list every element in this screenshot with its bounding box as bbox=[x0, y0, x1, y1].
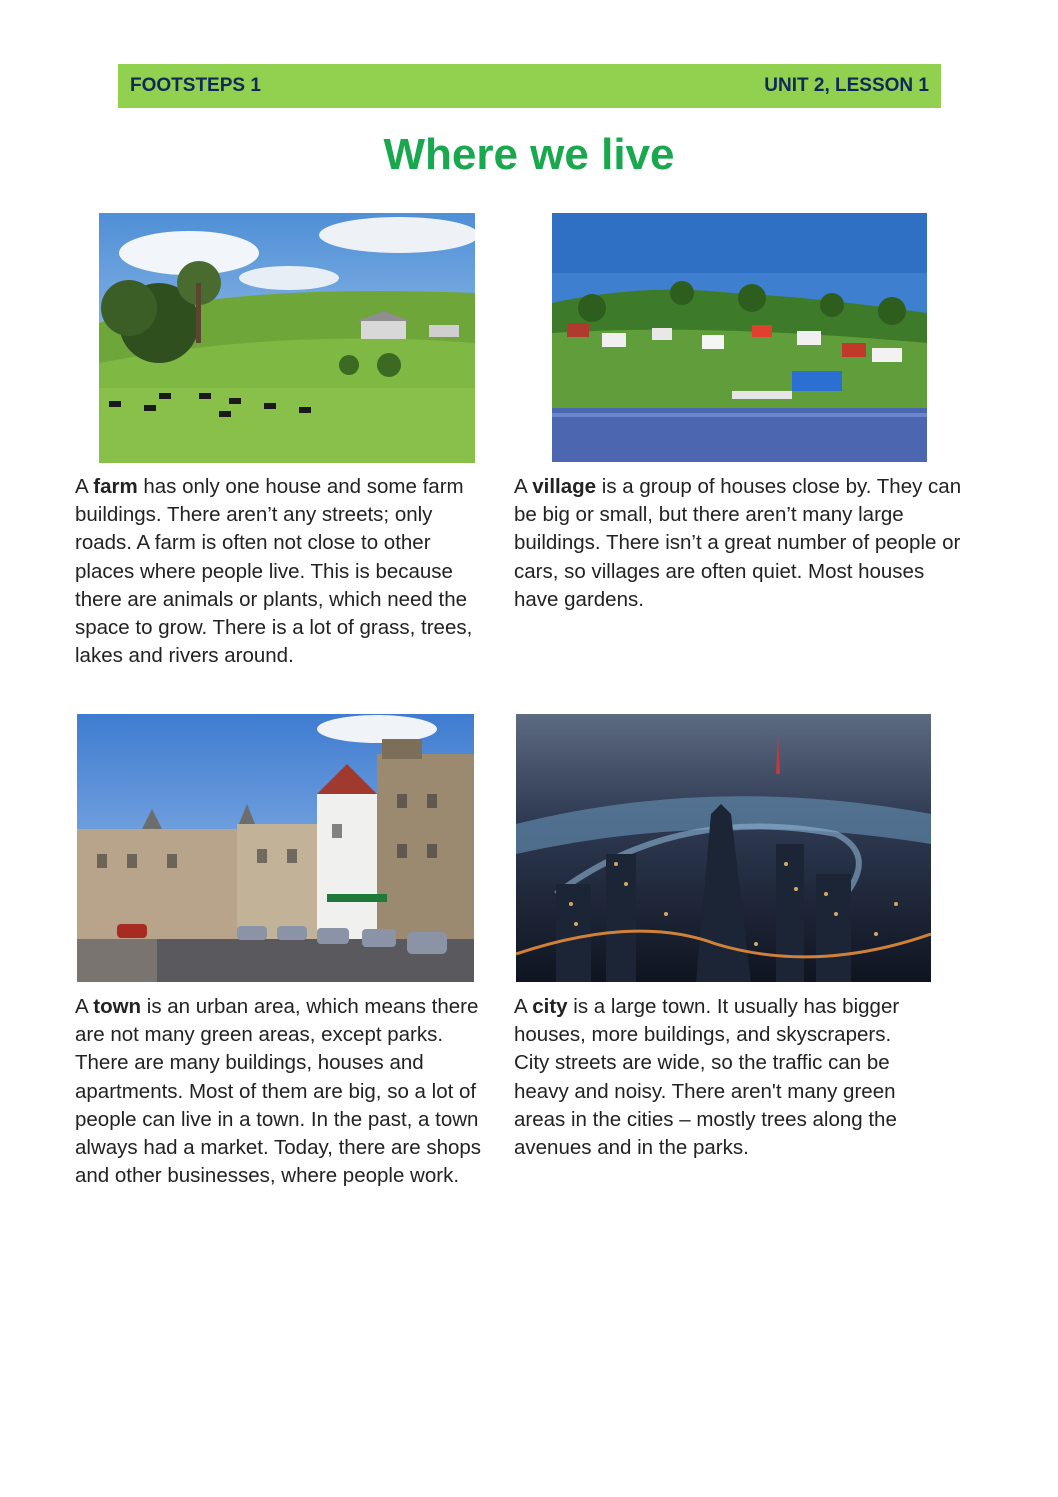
header-book-title: FOOTSTEPS 1 bbox=[130, 75, 261, 96]
page-title: Where we live bbox=[383, 130, 675, 179]
village-photo bbox=[552, 213, 927, 462]
farm-photo bbox=[99, 213, 475, 463]
farm-term: farm bbox=[93, 475, 138, 498]
village-description: A village is a group of houses close by. They can be big or small, but there aren’t many large buildings. There isn’t a great number of people or cars, so villages are often quiet. Most houses have gardens. bbox=[514, 475, 962, 611]
farm-description: A farm has only one house and some farm buildings. There aren’t any streets; only roads. A farm is often not close to other places where people live. This is because there are animals or plants, which need the space to grow. There is a lot of grass, trees, lakes and rivers around. bbox=[75, 475, 473, 668]
city-term: city bbox=[532, 995, 568, 1018]
town-description: A town is an urban area, which means there are not many green areas, except parks. There are many buildings, houses and apartments. Most of them are big, so a lot of people can live in a town. In the past, a town always had a market. Today, there are shops and other businesses, where people work. bbox=[75, 995, 482, 1188]
village-term: village bbox=[532, 475, 597, 498]
city-photo bbox=[516, 714, 931, 982]
city-description: A city is a large town. It usually has bigger houses, more buildings, and skyscrapers. City streets are wide, so the traffic can be heavy and noisy. There aren't many green areas in the cities – mostly trees along the avenues and in the parks. bbox=[514, 995, 900, 1160]
town-term: town bbox=[93, 995, 142, 1018]
header-lesson-label: UNIT 2, LESSON 1 bbox=[764, 75, 929, 96]
town-photo bbox=[77, 714, 474, 982]
header-bar bbox=[118, 64, 941, 108]
